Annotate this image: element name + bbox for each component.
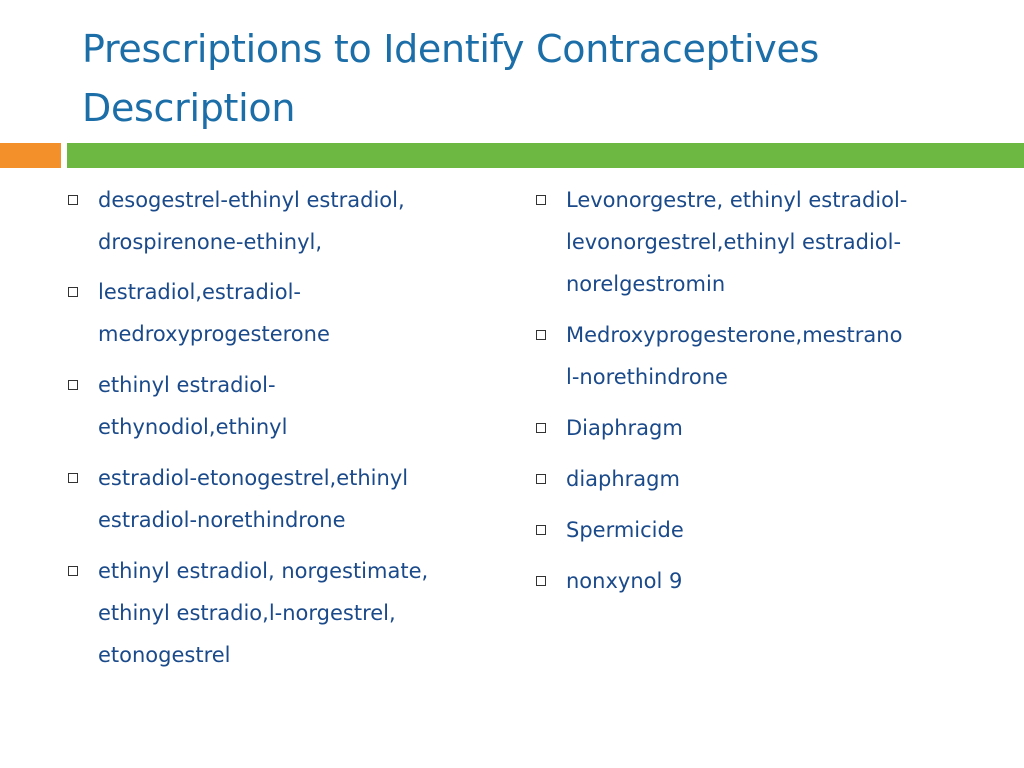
list-item-text: ethinyl estradiol- (98, 373, 276, 397)
list-item-text: ethynodiol,ethinyl (98, 415, 288, 439)
list-item-text: norelgestromin (566, 272, 726, 296)
list-item (64, 457, 514, 541)
list-item (64, 271, 514, 355)
list-item-text: medroxyprogesterone (98, 322, 330, 346)
list-item-text: lestradiol,estradiol- (98, 280, 301, 304)
list-item (532, 179, 1012, 305)
list-item-text: etonogestrel (98, 643, 231, 667)
list-item (532, 458, 1012, 500)
list-item-text: levonorgestrel,ethinyl estradiol- (566, 230, 902, 254)
hollow-square-bullet-icon (536, 525, 546, 535)
hollow-square-bullet-icon (68, 566, 78, 576)
right-bullet-list (532, 179, 1012, 611)
list-item-text: Levonorgestre, ethinyl estradiol- (566, 188, 908, 212)
list-item-text: Spermicide (566, 518, 684, 542)
list-item-text: drospirenone-ethinyl, (98, 230, 323, 254)
list-item (532, 509, 1012, 551)
list-item-text: estradiol-etonogestrel,ethinyl (98, 466, 409, 490)
list-item-text: Diaphragm (566, 416, 683, 440)
hollow-square-bullet-icon (68, 473, 78, 483)
list-item (64, 550, 514, 676)
list-item-text: Medroxyprogesterone,mestrano (566, 323, 903, 347)
hollow-square-bullet-icon (536, 423, 546, 433)
accent-bar-orange (0, 143, 61, 168)
list-item-text: ethinyl estradio,l-norgestrel, (98, 601, 396, 625)
list-item (64, 179, 514, 263)
list-item (64, 364, 514, 448)
list-item-text: ethinyl estradiol, norgestimate, (98, 559, 429, 583)
slide-title-line-2: Description (82, 86, 296, 130)
slide-title (82, 20, 1002, 138)
list-item-text: estradiol-norethindrone (98, 508, 346, 532)
list-item-text: l-norethindrone (566, 365, 728, 389)
slide-title-line-1: Prescriptions to Identify Contraceptives (82, 27, 820, 71)
hollow-square-bullet-icon (536, 474, 546, 484)
hollow-square-bullet-icon (68, 287, 78, 297)
accent-bar-green (67, 143, 1024, 168)
list-item-text: desogestrel-ethinyl estradiol, (98, 188, 405, 212)
hollow-square-bullet-icon (536, 576, 546, 586)
list-item-text: diaphragm (566, 467, 680, 491)
hollow-square-bullet-icon (68, 195, 78, 205)
list-item (532, 560, 1012, 602)
list-item (532, 407, 1012, 449)
hollow-square-bullet-icon (536, 195, 546, 205)
list-item (532, 314, 1012, 398)
hollow-square-bullet-icon (536, 330, 546, 340)
list-item-text: nonxynol 9 (566, 569, 683, 593)
hollow-square-bullet-icon (68, 380, 78, 390)
left-bullet-list (64, 179, 514, 685)
